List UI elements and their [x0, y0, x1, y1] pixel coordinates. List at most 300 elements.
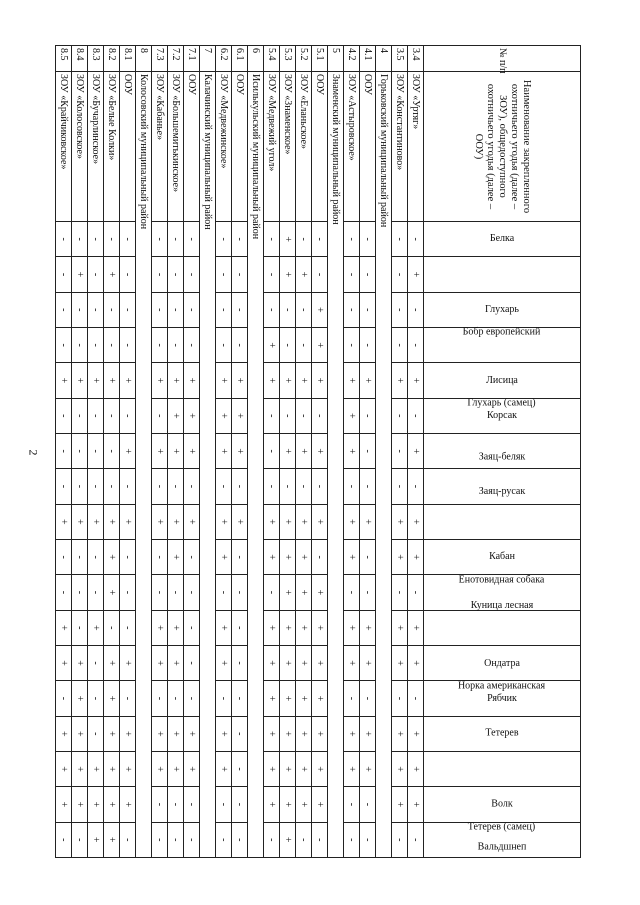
table-row	[344, 46, 360, 858]
header-species	[424, 645, 581, 680]
presence-mark: -	[152, 469, 168, 504]
presence-mark: -	[184, 822, 200, 857]
presence-mark: +	[56, 610, 72, 645]
presence-mark: -	[232, 327, 248, 362]
presence-mark: +	[408, 433, 424, 468]
presence-mark: +	[168, 433, 184, 468]
presence-mark: +	[184, 398, 200, 433]
presence-mark: +	[104, 716, 120, 751]
hunting-ground-name: ООУ	[232, 72, 248, 222]
presence-mark: -	[312, 257, 328, 292]
header-num: № п/п	[424, 46, 581, 72]
presence-mark: -	[72, 222, 88, 257]
presence-mark: -	[344, 222, 360, 257]
presence-mark: +	[264, 539, 280, 574]
presence-mark: -	[152, 222, 168, 257]
header-species	[424, 292, 581, 327]
presence-mark: +	[88, 363, 104, 398]
presence-mark: -	[232, 292, 248, 327]
presence-mark: +	[408, 363, 424, 398]
presence-mark: -	[392, 681, 408, 716]
presence-mark: -	[232, 645, 248, 680]
presence-mark: +	[312, 681, 328, 716]
presence-mark: -	[392, 469, 408, 504]
presence-mark: +	[152, 433, 168, 468]
presence-mark: +	[120, 504, 136, 539]
presence-mark: -	[408, 822, 424, 857]
presence-mark: +	[296, 363, 312, 398]
presence-mark: +	[280, 751, 296, 786]
presence-mark: -	[56, 575, 72, 610]
district-name: Знаменский муниципальный район	[328, 72, 344, 858]
presence-mark: -	[72, 575, 88, 610]
presence-mark: +	[184, 751, 200, 786]
presence-mark: +	[296, 539, 312, 574]
district-row	[376, 46, 392, 858]
header-species-label: Ондатра	[484, 657, 520, 669]
district-name: Калачинский муниципальный район	[200, 72, 216, 858]
presence-mark: +	[264, 751, 280, 786]
table-row	[312, 46, 328, 858]
presence-mark: -	[184, 575, 200, 610]
presence-mark: -	[152, 822, 168, 857]
presence-mark: +	[280, 539, 296, 574]
presence-mark: +	[312, 610, 328, 645]
presence-mark: +	[296, 716, 312, 751]
row-number: 5	[328, 46, 344, 72]
presence-mark: -	[360, 822, 376, 857]
presence-mark: -	[408, 327, 424, 362]
presence-mark: -	[344, 469, 360, 504]
presence-mark: -	[72, 433, 88, 468]
presence-mark: +	[264, 363, 280, 398]
row-number: 7.2	[168, 46, 184, 72]
presence-mark: +	[312, 292, 328, 327]
presence-mark: +	[392, 716, 408, 751]
header-species	[424, 469, 581, 504]
presence-mark: -	[72, 398, 88, 433]
presence-mark: +	[296, 787, 312, 822]
presence-mark: +	[280, 822, 296, 857]
row-number: 4	[376, 46, 392, 72]
presence-mark: +	[280, 610, 296, 645]
presence-mark: +	[168, 504, 184, 539]
hunting-ground-name: ООУ	[120, 72, 136, 222]
presence-mark: +	[408, 257, 424, 292]
hunting-ground-name: ЗОУ «Большемитькинское»	[168, 72, 184, 222]
presence-mark: +	[408, 504, 424, 539]
district-row	[328, 46, 344, 858]
presence-mark: -	[56, 681, 72, 716]
presence-mark: +	[296, 751, 312, 786]
presence-mark: -	[184, 292, 200, 327]
presence-mark: -	[408, 575, 424, 610]
district-name: Исилькульский муниципальный район	[248, 72, 264, 858]
presence-mark: +	[104, 363, 120, 398]
presence-mark: -	[72, 539, 88, 574]
presence-mark: -	[344, 327, 360, 362]
presence-mark: -	[264, 575, 280, 610]
presence-mark: -	[152, 327, 168, 362]
presence-mark: -	[120, 575, 136, 610]
presence-mark: -	[312, 539, 328, 574]
presence-mark: +	[216, 645, 232, 680]
presence-mark: +	[344, 645, 360, 680]
row-number: 6	[248, 46, 264, 72]
presence-mark: -	[184, 681, 200, 716]
district-row	[200, 46, 216, 858]
header-species	[424, 433, 581, 468]
presence-mark: +	[168, 610, 184, 645]
presence-mark: -	[360, 292, 376, 327]
presence-mark: -	[264, 257, 280, 292]
header-species-label: Куница лесная	[470, 600, 534, 612]
presence-mark: +	[360, 504, 376, 539]
presence-mark: +	[72, 681, 88, 716]
presence-mark: -	[360, 327, 376, 362]
row-number: 8.3	[88, 46, 104, 72]
presence-mark: -	[168, 469, 184, 504]
presence-mark: -	[264, 398, 280, 433]
presence-mark: -	[168, 575, 184, 610]
presence-mark: -	[232, 716, 248, 751]
presence-mark: -	[232, 787, 248, 822]
presence-mark: +	[168, 645, 184, 680]
presence-mark: -	[88, 398, 104, 433]
row-number: 4.2	[344, 46, 360, 72]
presence-mark: -	[184, 469, 200, 504]
presence-mark: -	[104, 292, 120, 327]
presence-mark: +	[312, 433, 328, 468]
presence-mark: +	[344, 433, 360, 468]
presence-mark: +	[296, 257, 312, 292]
table-row	[88, 46, 104, 858]
presence-mark: -	[72, 610, 88, 645]
presence-mark: +	[56, 645, 72, 680]
presence-mark: +	[264, 645, 280, 680]
hunting-ground-name: ЗОУ «Еланьское»	[296, 72, 312, 222]
presence-mark: -	[216, 822, 232, 857]
header-species-label: Кабан	[489, 551, 515, 563]
presence-mark: +	[296, 645, 312, 680]
presence-mark: -	[344, 292, 360, 327]
presence-mark: +	[104, 787, 120, 822]
hunting-ground-name: ООУ	[184, 72, 200, 222]
table-row	[280, 46, 296, 858]
table-row	[152, 46, 168, 858]
presence-mark: +	[72, 645, 88, 680]
hunting-ground-name: ЗОУ «Белые Колки»	[104, 72, 120, 222]
presence-mark: +	[120, 363, 136, 398]
presence-mark: +	[296, 504, 312, 539]
presence-mark: -	[344, 681, 360, 716]
presence-mark: +	[104, 539, 120, 574]
table-wrapper	[58, 45, 581, 857]
presence-mark: -	[232, 469, 248, 504]
table-row	[184, 46, 200, 858]
header-species	[424, 363, 581, 398]
presence-mark: +	[56, 504, 72, 539]
presence-mark: -	[280, 469, 296, 504]
presence-mark: +	[392, 787, 408, 822]
presence-mark: +	[392, 539, 408, 574]
presence-mark: +	[344, 716, 360, 751]
hunting-ground-name: ЗОУ «Уртяг»	[408, 72, 424, 222]
hunting-ground-name: ЗОУ «Астыровское»	[344, 72, 360, 222]
presence-mark: -	[264, 822, 280, 857]
table-row	[408, 46, 424, 858]
hunting-ground-name: ООУ	[360, 72, 376, 222]
presence-mark: +	[216, 716, 232, 751]
presence-mark: +	[280, 433, 296, 468]
presence-mark: -	[360, 539, 376, 574]
header-species	[424, 787, 581, 822]
presence-mark: -	[296, 222, 312, 257]
presence-mark: +	[312, 575, 328, 610]
presence-mark: -	[168, 257, 184, 292]
presence-mark: +	[104, 681, 120, 716]
presence-mark: +	[56, 751, 72, 786]
hunting-ground-name: ЗОУ «Бучарлинское»	[88, 72, 104, 222]
presence-mark: +	[216, 751, 232, 786]
presence-mark: -	[216, 787, 232, 822]
presence-mark: -	[120, 327, 136, 362]
header-species-label: Заяц-русак	[478, 486, 526, 498]
presence-mark: +	[104, 645, 120, 680]
district-row	[136, 46, 152, 858]
presence-mark: -	[360, 787, 376, 822]
district-name: Колосовский муниципальный район	[136, 72, 152, 858]
presence-mark: -	[56, 469, 72, 504]
presence-mark: -	[360, 575, 376, 610]
presence-mark: +	[360, 751, 376, 786]
presence-mark: -	[392, 575, 408, 610]
presence-mark: +	[152, 645, 168, 680]
presence-mark: -	[104, 222, 120, 257]
presence-mark: -	[392, 257, 408, 292]
hunting-ground-name: ЗОУ «Крайчиковское»	[56, 72, 72, 222]
presence-mark: -	[216, 469, 232, 504]
presence-mark: -	[120, 539, 136, 574]
row-number: 6.2	[216, 46, 232, 72]
header-species-label: Норка американская	[458, 680, 546, 692]
presence-mark: +	[88, 504, 104, 539]
presence-mark: +	[168, 716, 184, 751]
presence-mark: +	[312, 787, 328, 822]
row-number: 7.3	[152, 46, 168, 72]
presence-mark: +	[312, 504, 328, 539]
presence-mark: -	[232, 257, 248, 292]
presence-mark: +	[280, 257, 296, 292]
presence-mark: -	[392, 822, 408, 857]
hunting-ground-name: ООУ	[312, 72, 328, 222]
presence-mark: +	[280, 716, 296, 751]
presence-mark: +	[296, 681, 312, 716]
presence-mark: -	[296, 292, 312, 327]
table-row	[216, 46, 232, 858]
presence-mark: +	[296, 575, 312, 610]
table-row	[104, 46, 120, 858]
presence-mark: +	[280, 681, 296, 716]
row-number: 8.4	[72, 46, 88, 72]
presence-mark: -	[120, 469, 136, 504]
presence-mark: +	[312, 716, 328, 751]
presence-mark: +	[72, 716, 88, 751]
presence-mark: +	[392, 363, 408, 398]
presence-mark: +	[392, 610, 408, 645]
presence-mark: +	[72, 257, 88, 292]
presence-mark: -	[120, 822, 136, 857]
presence-mark: +	[168, 751, 184, 786]
presence-mark: -	[216, 222, 232, 257]
presence-mark: +	[264, 787, 280, 822]
row-number: 5.4	[264, 46, 280, 72]
presence-mark: +	[152, 363, 168, 398]
presence-mark: +	[280, 575, 296, 610]
presence-mark: -	[184, 327, 200, 362]
presence-mark: -	[360, 398, 376, 433]
presence-mark: +	[72, 363, 88, 398]
presence-mark: -	[408, 222, 424, 257]
presence-mark: +	[280, 222, 296, 257]
header-species-label: Тетерев	[485, 727, 519, 739]
presence-mark: +	[392, 504, 408, 539]
presence-mark: +	[104, 822, 120, 857]
table-row	[232, 46, 248, 858]
row-number: 7	[200, 46, 216, 72]
presence-mark: -	[56, 292, 72, 327]
presence-mark: +	[392, 645, 408, 680]
header-species-label: Белка	[489, 233, 515, 245]
presence-mark: +	[264, 327, 280, 362]
header-species-label: Волк	[491, 798, 513, 810]
presence-mark: -	[120, 398, 136, 433]
presence-mark: +	[408, 787, 424, 822]
header-species-label: Корсак	[486, 409, 518, 421]
presence-mark: -	[264, 469, 280, 504]
row-number: 4.1	[360, 46, 376, 72]
presence-mark: +	[120, 645, 136, 680]
presence-mark: -	[216, 327, 232, 362]
presence-mark: +	[296, 433, 312, 468]
presence-mark: -	[344, 787, 360, 822]
presence-mark: -	[88, 292, 104, 327]
presence-mark: +	[72, 504, 88, 539]
presence-mark: +	[360, 610, 376, 645]
presence-mark: -	[152, 575, 168, 610]
presence-mark: +	[104, 751, 120, 786]
table-row	[296, 46, 312, 858]
presence-mark: -	[56, 822, 72, 857]
table-body	[56, 46, 424, 858]
presence-mark: +	[216, 433, 232, 468]
presence-mark: -	[88, 257, 104, 292]
presence-mark: +	[56, 363, 72, 398]
presence-mark: -	[344, 257, 360, 292]
row-number: 3.4	[408, 46, 424, 72]
presence-mark: -	[392, 292, 408, 327]
presence-mark: -	[104, 469, 120, 504]
presence-mark: -	[120, 257, 136, 292]
presence-mark: +	[72, 787, 88, 822]
presence-mark: -	[88, 645, 104, 680]
presence-mark: +	[88, 610, 104, 645]
presence-mark: +	[168, 363, 184, 398]
presence-mark: -	[184, 645, 200, 680]
presence-mark: +	[232, 433, 248, 468]
presence-mark: +	[104, 257, 120, 292]
presence-mark: +	[280, 645, 296, 680]
row-number: 8.5	[56, 46, 72, 72]
presence-mark: +	[408, 645, 424, 680]
presence-mark: -	[104, 327, 120, 362]
hunting-ground-name: ЗОУ «Колосовское»	[72, 72, 88, 222]
presence-mark: -	[104, 398, 120, 433]
presence-mark: +	[104, 575, 120, 610]
district-name: Горьковский муниципальный район	[376, 72, 392, 858]
presence-mark: +	[120, 751, 136, 786]
header-species-label: Глухарь	[485, 303, 519, 315]
presence-mark: -	[232, 822, 248, 857]
presence-mark: -	[152, 539, 168, 574]
presence-mark: -	[72, 292, 88, 327]
presence-mark: +	[152, 504, 168, 539]
presence-mark: -	[168, 292, 184, 327]
presence-mark: +	[264, 681, 280, 716]
presence-mark: -	[152, 681, 168, 716]
presence-mark: +	[104, 504, 120, 539]
table-row	[72, 46, 88, 858]
hunting-grounds-table	[55, 45, 581, 858]
header-species-label: Тетерев (самец)	[468, 821, 536, 833]
presence-mark: -	[280, 292, 296, 327]
presence-mark: -	[72, 469, 88, 504]
presence-mark: -	[184, 539, 200, 574]
presence-mark: -	[408, 398, 424, 433]
presence-mark: +	[312, 327, 328, 362]
presence-mark: +	[408, 610, 424, 645]
presence-mark: -	[312, 822, 328, 857]
presence-mark: -	[152, 398, 168, 433]
header-species-label: Енотовидная собака	[459, 574, 545, 586]
presence-mark: +	[344, 610, 360, 645]
presence-mark: +	[232, 363, 248, 398]
presence-mark: +	[152, 751, 168, 786]
presence-mark: -	[168, 327, 184, 362]
header-name: Наименование закрепленного охотничьего угодья (далее – ЗОУ), общедоступного охотничьего угодья (далее – ООУ)	[424, 72, 581, 222]
presence-mark: +	[264, 610, 280, 645]
presence-mark: -	[408, 681, 424, 716]
presence-mark: +	[344, 504, 360, 539]
presence-mark: -	[88, 716, 104, 751]
presence-mark: -	[392, 398, 408, 433]
presence-mark: -	[232, 575, 248, 610]
header-species-label: Бобр европейский	[463, 326, 541, 338]
presence-mark: -	[88, 681, 104, 716]
presence-mark: -	[360, 681, 376, 716]
hunting-ground-name: ЗОУ «Знаменское»	[280, 72, 296, 222]
presence-mark: -	[184, 787, 200, 822]
presence-mark: -	[296, 398, 312, 433]
presence-mark: +	[344, 751, 360, 786]
presence-mark: -	[216, 575, 232, 610]
presence-mark: -	[232, 539, 248, 574]
presence-mark: -	[312, 398, 328, 433]
presence-mark: -	[264, 433, 280, 468]
presence-mark: -	[280, 327, 296, 362]
presence-mark: -	[184, 257, 200, 292]
presence-mark: +	[216, 398, 232, 433]
